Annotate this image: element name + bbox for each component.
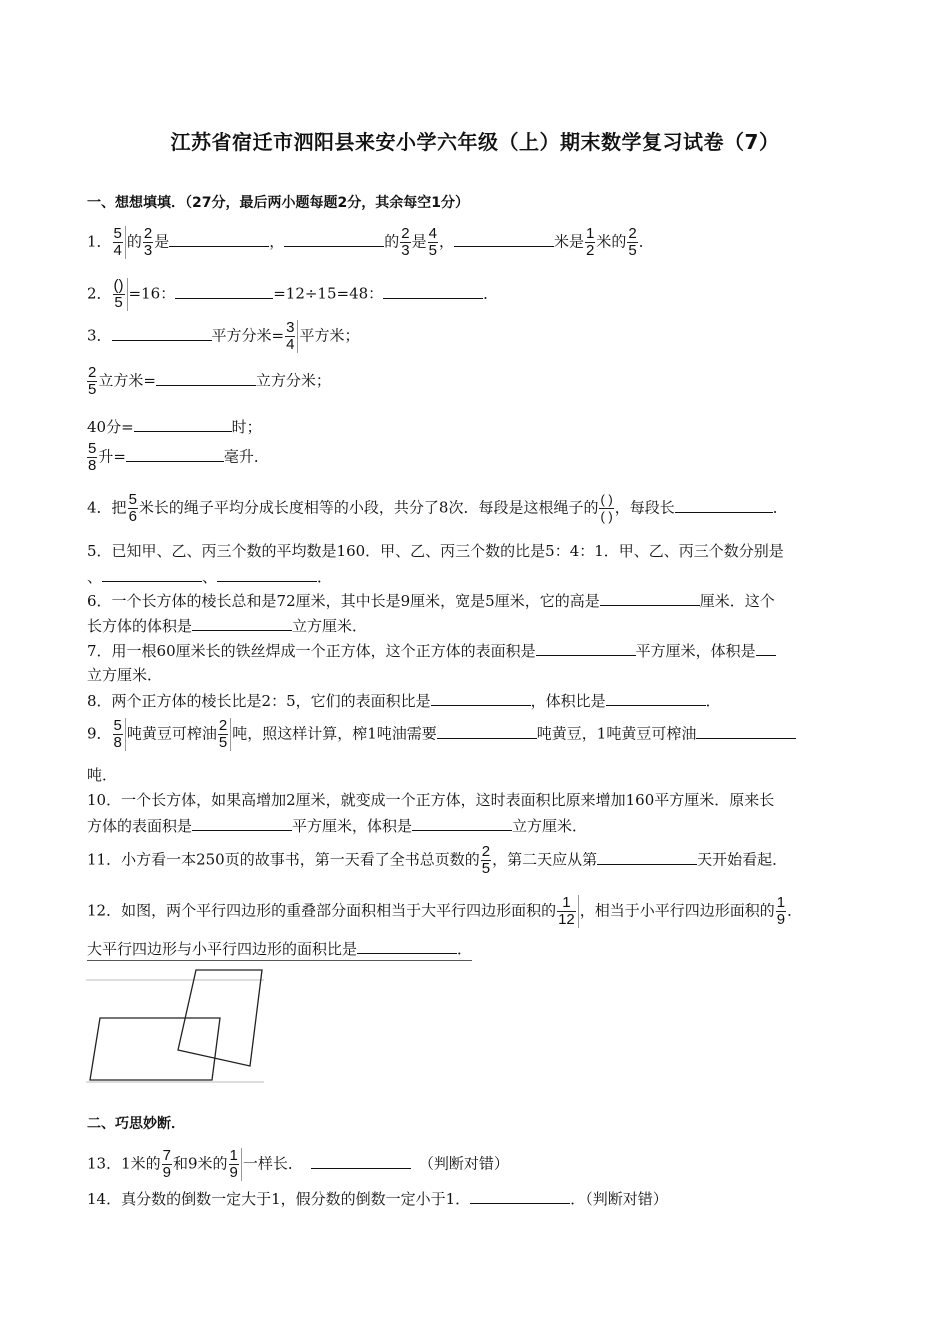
answer-blank[interactable] (192, 816, 292, 831)
question-5-line-2: 、 、 ． (87, 568, 333, 586)
question-1: 1． $\frac{5}{4}$ 的 $\frac{2}{3}$ 是 ， 的 $\frac{2}{3}$ 是 $\frac{4}{5}$ ， 米是 $\frac{1}{2}$ 米的 $\frac{2}{5}$ ． (87, 225, 654, 259)
question-3-line-2: $\frac{2}{5}$ 立方米= 立方分米； (88, 364, 331, 398)
question-9-line-2: 吨． (87, 766, 118, 784)
question-7-line-2: 立方厘米． (87, 666, 163, 684)
answer-blank[interactable] (112, 326, 212, 341)
fraction: $\frac{2}{5}$ (628, 225, 637, 259)
question-6: 6．一个长方体的棱长总和是72厘米，其中长是9厘米，宽是5厘米，它的高是 厘米．这个 (87, 592, 775, 610)
question-10: 10．一个长方体，如果高增加2厘米，就变成一个正方体，这时表面积比原来增加160平方厘米．原来长 (87, 791, 775, 809)
answer-blank[interactable] (597, 850, 697, 865)
question-8: 8．两个正方体的棱长比是2：5，它们的表面积比是 ，体积比是 ． (87, 692, 721, 710)
fraction: $\frac{1}{12}$ (557, 895, 579, 928)
question-9: 9． $\frac{5}{8}$ 吨黄豆可榨油 $\frac{2}{5}$ 吨，照这样计算，榨1吨油需要 吨黄豆，1吨黄豆可榨油 (87, 718, 796, 751)
section-2-heading: 二、巧思妙断． (87, 1116, 185, 1132)
answer-blank[interactable] (437, 724, 537, 739)
fraction: $\frac{5}{8}$ (88, 440, 97, 474)
question-11: 11．小方看一本250页的故事书，第一天看了全书总页数的 $\frac{2}{5}$ ，第二天应从第 天开始看起． (87, 843, 788, 877)
parallelograms-figure (86, 966, 266, 1084)
question-3: 3． 平方分米= $\frac{3}{4}$ 平方米； (87, 319, 360, 353)
answer-blank[interactable] (192, 616, 292, 631)
fraction: $\frac{2}{5}$ (481, 843, 491, 877)
fraction: $\frac{5}{8}$ (113, 718, 126, 751)
fraction: $\frac{()}{5}$ (113, 278, 128, 311)
answer-blank[interactable] (156, 371, 256, 386)
answer-blank[interactable] (600, 591, 700, 606)
answer-blank[interactable] (536, 641, 636, 656)
answer-blank[interactable] (470, 1189, 570, 1204)
question-7: 7．用一根60厘米长的铁丝焊成一个正方体，这个正方体的表面积是 平方厘米，体积是 (87, 640, 776, 662)
question-4: 4．把 $\frac{5}{6}$ 米长的绳子平均分成长度相等的小段，共分了8次．每段是这根绳子的 $\frac{( )}{( )}$ ，每段长 ． (87, 491, 788, 525)
answer-blank[interactable] (357, 939, 457, 954)
question-6-line-2: 长方体的体积是 立方厘米． (87, 617, 368, 635)
question-14: 14．真分数的倒数一定大于1，假分数的倒数一定小于1． ．（判断对错） (87, 1190, 668, 1208)
fraction: $\frac{2}{3}$ (401, 225, 410, 259)
question-5: 5．已知甲、乙、丙三个数的平均数是160．甲、乙、丙三个数的比是5：4：1．甲、乙、丙三个数分别是 (87, 542, 784, 560)
question-3-line-3: 40分= 时； (87, 418, 262, 436)
answer-blank[interactable] (412, 816, 512, 831)
answer-blank[interactable] (102, 567, 202, 582)
fraction: $\frac{7}{9}$ (162, 1147, 171, 1181)
fraction: $\frac{2}{3}$ (143, 225, 153, 259)
question-2: 2． $\frac{()}{5}$ =16： =12÷15=48： ． (87, 277, 499, 311)
fraction: $\frac{3}{4}$ (285, 320, 298, 353)
fraction: $\frac{2}{5}$ (88, 364, 97, 398)
question-13: 13．1米的 $\frac{7}{9}$ 和9米的 $\frac{1}{9}$ 一样长． （判断对错） (87, 1147, 509, 1181)
answer-blank[interactable] (284, 232, 384, 247)
fraction: $\frac{1}{2}$ (586, 225, 595, 259)
answer-blank[interactable] (431, 691, 531, 706)
section-1-heading: 一、想想填填．（27分，最后两小题每题2分，其余每空1分） (87, 195, 469, 211)
question-10-line-2: 方体的表面积是 平方厘米，体积是 立方厘米． (87, 817, 588, 835)
question-3-line-4: $\frac{5}{8}$ 升= 毫升． (88, 440, 269, 474)
fraction: $\frac{1}{9}$ (776, 894, 786, 928)
answer-blank[interactable] (217, 567, 317, 582)
answer-blank[interactable] (175, 284, 273, 299)
big-parallelogram (90, 1018, 220, 1080)
question-12: 12．如图，两个平行四边形的重叠部分面积相当于大平行四边形面积的 $\frac{1}{12}$ ，相当于小平行四边形面积的 $\frac{1}{9}$ ． (87, 894, 803, 928)
fraction: $\frac{5}{4}$ (113, 226, 126, 259)
answer-blank[interactable] (383, 284, 483, 299)
fraction: $\frac{1}{9}$ (229, 1148, 242, 1181)
fraction: $\frac{4}{5}$ (428, 225, 437, 259)
answer-blank[interactable] (675, 498, 773, 513)
answer-blank[interactable] (454, 232, 554, 247)
fraction: $\frac{( )}{( )}$ (600, 492, 613, 524)
fraction: $\frac{2}{5}$ (218, 718, 231, 751)
answer-blank[interactable] (134, 417, 232, 432)
answer-blank[interactable] (311, 1154, 411, 1169)
answer-blank[interactable] (756, 641, 776, 656)
answer-blank[interactable] (696, 724, 796, 739)
answer-blank[interactable] (169, 232, 269, 247)
answer-blank[interactable] (606, 691, 706, 706)
page-title: 江苏省宿迁市泗阳县来安小学六年级（上）期末数学复习试卷（7） (170, 130, 780, 154)
question-12-line-2: 大平行四边形与小平行四边形的面积比是 ． (87, 938, 472, 961)
answer-blank[interactable] (126, 447, 224, 462)
fraction: $\frac{5}{6}$ (128, 491, 137, 525)
